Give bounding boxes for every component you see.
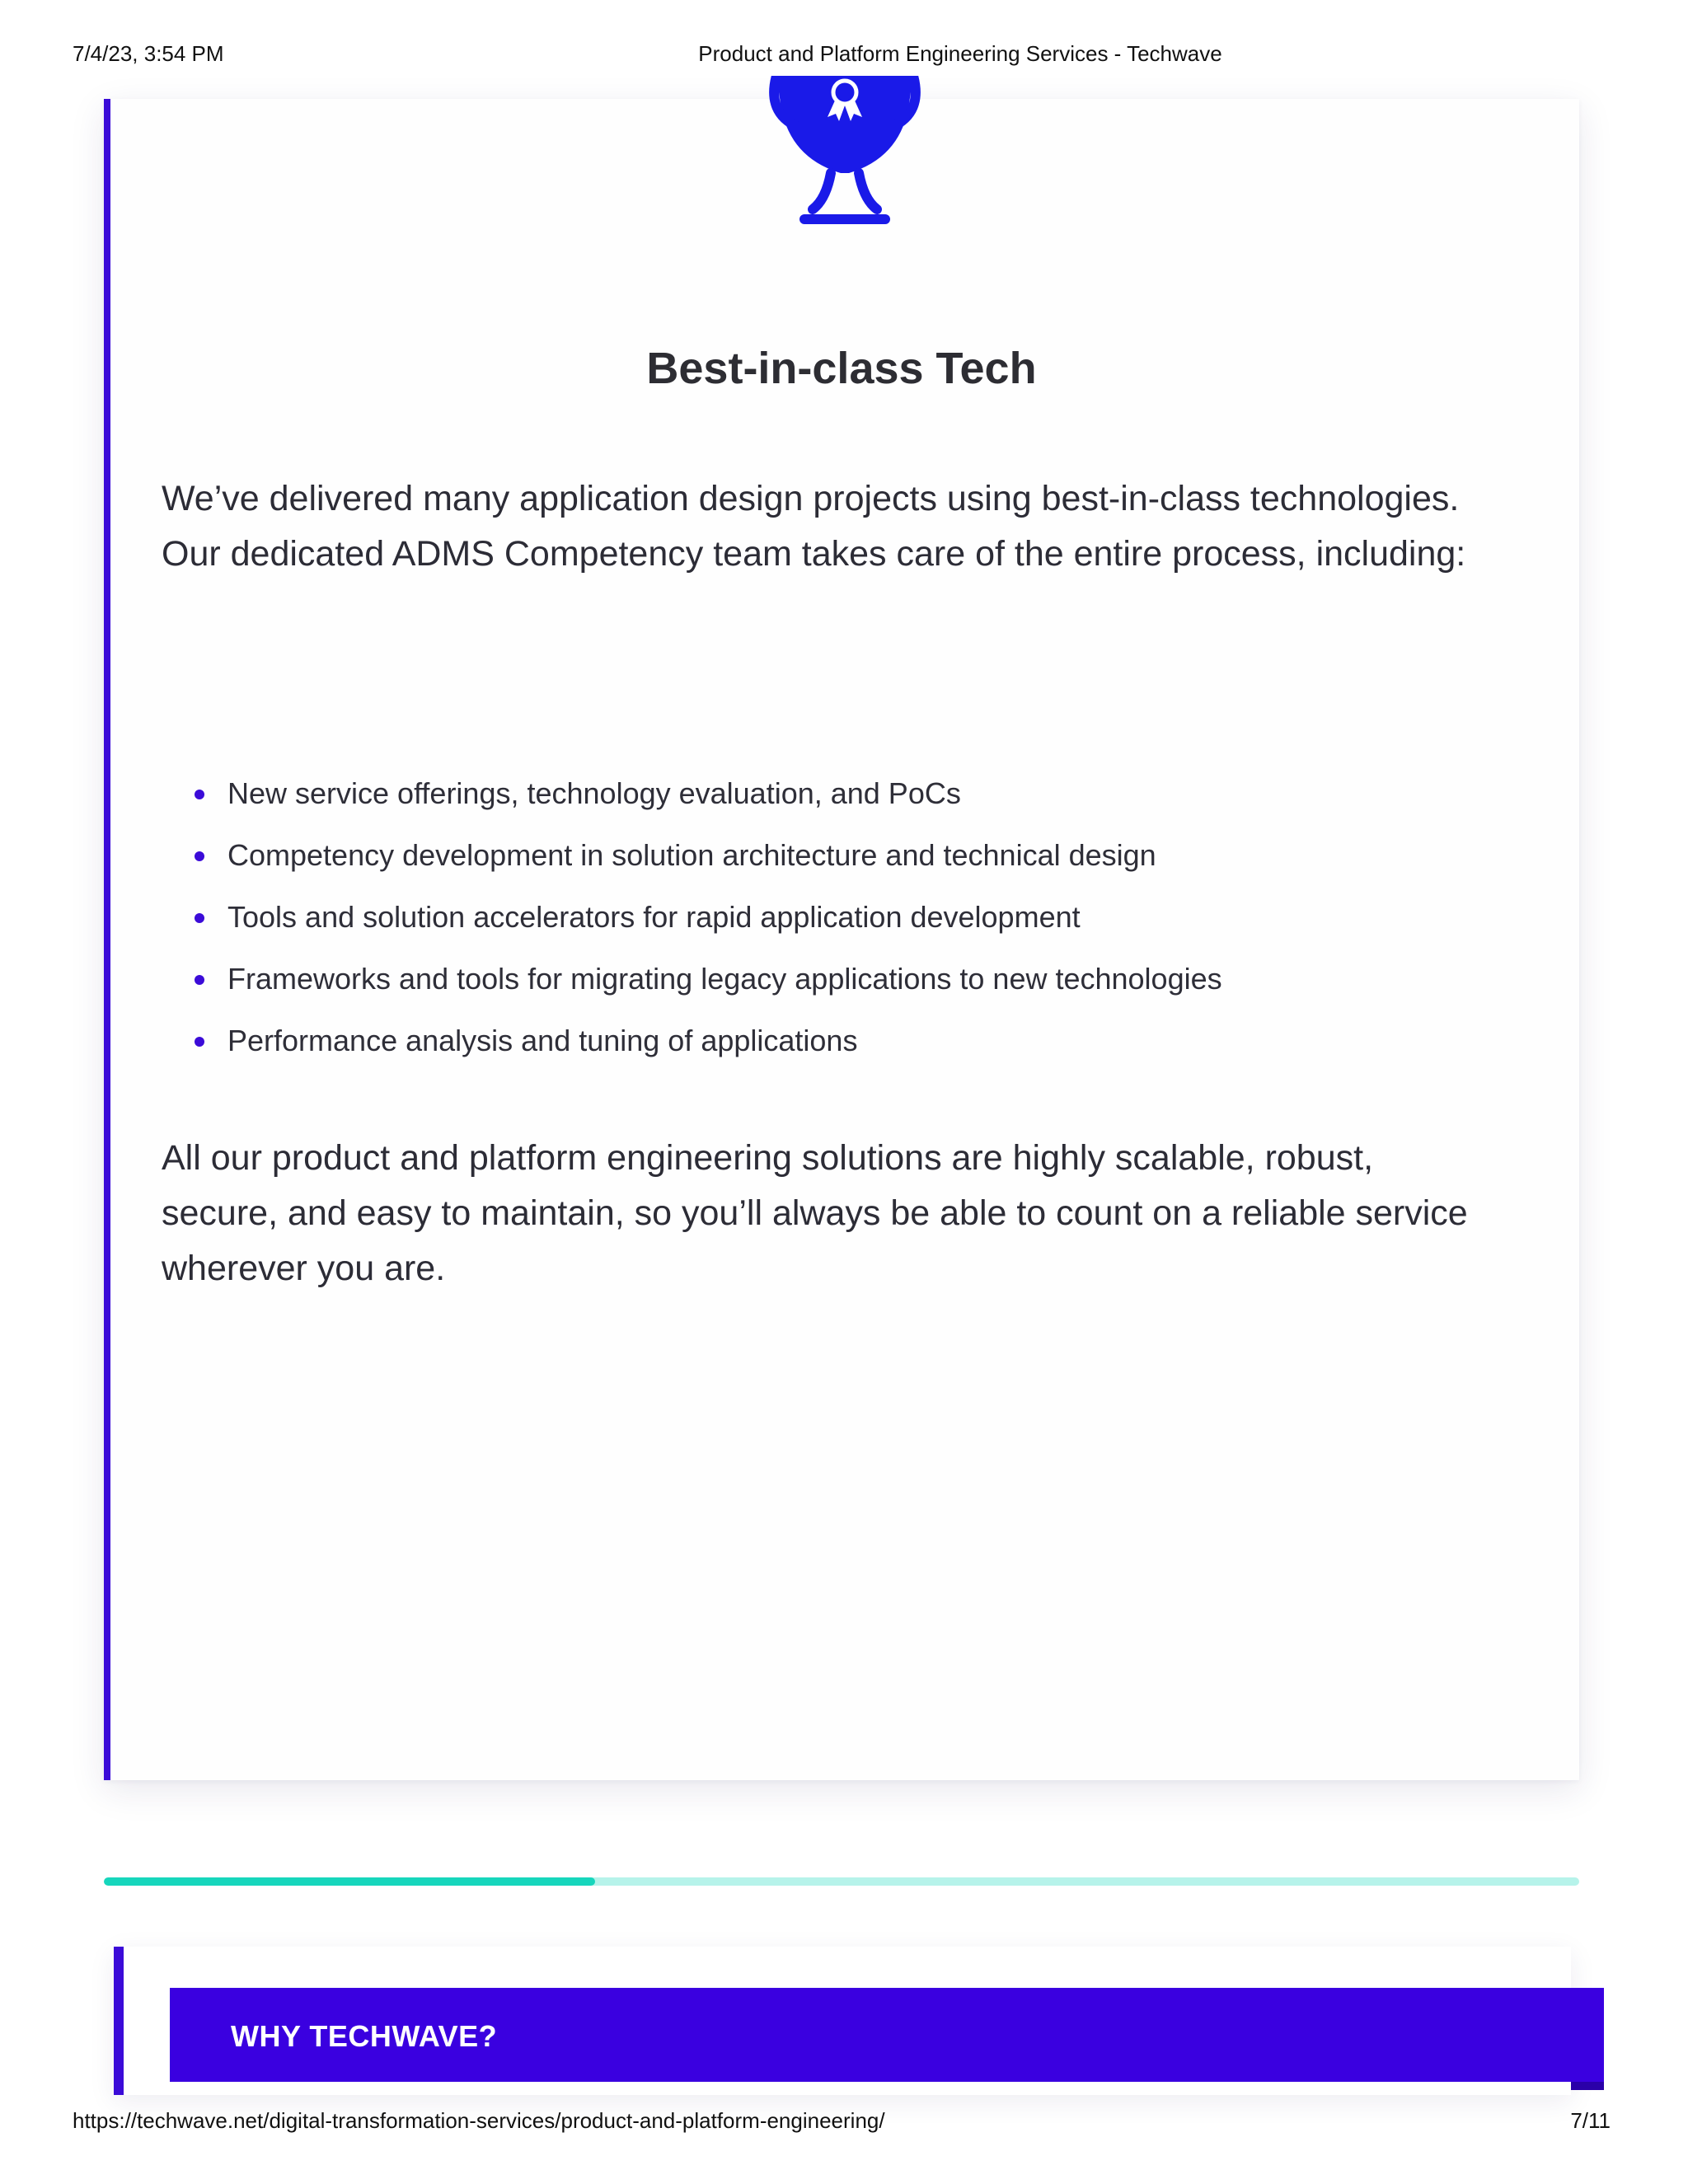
- intro-paragraph: [162, 471, 1530, 582]
- list-item-text: Performance analysis and tuning of applications: [227, 1024, 858, 1057]
- list-item: [191, 773, 1510, 835]
- bullet-dot-icon: [195, 913, 204, 923]
- print-url: https://techwave.net/digital-transformation-services/product-and-platform-engineering/: [73, 2108, 885, 2133]
- outro-line: wherever you are.: [162, 1249, 446, 1288]
- page-number: 7/11: [1570, 2108, 1611, 2133]
- list-item-text: Frameworks and tools for migrating legacy applications to new technologies: [227, 962, 1222, 996]
- intro-line: We’ve delivered many application design projects using best-in-class technologies.: [162, 479, 1460, 518]
- intro-line: Our dedicated ADMS Competency team takes care of the entire process, including:: [162, 534, 1466, 574]
- list-item-text: Tools and solution accelerators for rapid application development: [227, 900, 1081, 934]
- list-item: [191, 1020, 1510, 1082]
- list-item: [191, 835, 1510, 897]
- outro-paragraph: [162, 1131, 1530, 1296]
- carousel-progress-fill: [104, 1877, 595, 1886]
- list-item: [191, 958, 1510, 1020]
- list-item-text: Competency development in solution architecture and technical design: [227, 838, 1156, 872]
- print-header: [0, 41, 1688, 74]
- bullet-dot-icon: [195, 1037, 204, 1047]
- bullet-dot-icon: [195, 975, 204, 985]
- outro-line: secure, and easy to maintain, so you’ll always be able to count on a reliable service: [162, 1193, 1468, 1233]
- bullet-dot-icon: [195, 790, 204, 799]
- why-techwave-banner[interactable]: [170, 1988, 1604, 2082]
- print-date: 7/4/23, 3:54 PM: [73, 41, 224, 66]
- why-card-accent-bar: [114, 1947, 124, 2095]
- carousel-progress-bar[interactable]: [104, 1877, 1579, 1886]
- bullet-dot-icon: [195, 851, 204, 861]
- list-item-text: New service offerings, technology evaluation, and PoCs: [227, 776, 961, 810]
- print-title: Product and Platform Engineering Services - Techwave: [698, 41, 1222, 66]
- list-item: [191, 897, 1510, 958]
- why-techwave-label: WHY TECHWAVE?: [231, 2019, 498, 2053]
- capabilities-list: [191, 773, 1510, 1082]
- print-footer: [0, 2108, 1688, 2141]
- section-heading: Best-in-class Tech: [646, 344, 1037, 393]
- trophy-icon: [734, 76, 956, 232]
- outro-line: All our product and platform engineering solutions are highly scalable, robust,: [162, 1138, 1374, 1178]
- banner-fold: [1571, 2082, 1604, 2090]
